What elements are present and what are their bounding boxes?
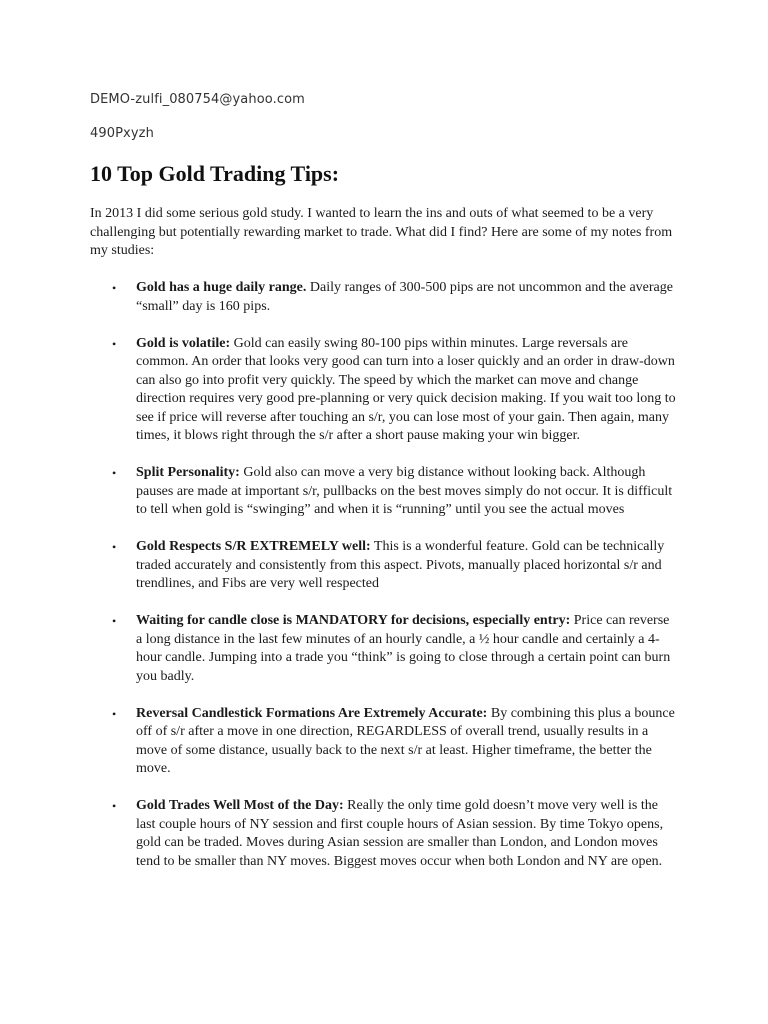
- tip-heading: Gold Trades Well Most of the Day:: [136, 798, 344, 813]
- tip-text: Gold can easily swing 80-100 pips within minutes. Large reversals are common. An order that looks very good can turn into a loser quickly and an order in draw-down can also go into profit very quickly. The speed by which the market can move and change direction requires very good pre-planning or very quick decision making. If you wait too long to see if price will reverse after touching an s/r, you can lose most of your gain. Then again, many times, it blows right through the s/r after a short pause making your win bigger.: [136, 335, 676, 443]
- tip-heading: Split Personality:: [136, 465, 240, 480]
- intro-paragraph: In 2013 I did some serious gold study. I wanted to learn the ins and outs of what seemed to be a very challenging but potentially rewarding market to trade. What did I find? Here are some of my notes from my studies:: [90, 206, 673, 258]
- header-email: DEMO-zulfi_080754@yahoo.com: [90, 92, 305, 107]
- tip-heading: Waiting for candle close is MANDATORY for decisions, especially entry:: [136, 613, 571, 628]
- list-item: [112, 612, 678, 686]
- tip-text: Daily ranges of 300-500 pips are not uncommon and the average “small” day is 160 pips.: [136, 280, 673, 314]
- tip-heading: Reversal Candlestick Formations Are Extremely Accurate:: [136, 705, 488, 721]
- bullet-icon: •: [112, 466, 117, 480]
- document-title: 10 Top Gold Trading Tips:: [90, 161, 340, 186]
- bullet-icon: •: [112, 614, 117, 628]
- tip-text: Gold also can move a very big distance without looking back. Although pauses are made at important s/r, pullbacks on the best moves simply do not occur. It is difficult to tell when gold is “swinging” and when it is “running” until you see the actual moves: [136, 465, 673, 517]
- bullet-icon: •: [112, 799, 117, 813]
- tip-heading: Gold Respects S/R EXTREMELY well:: [136, 539, 371, 554]
- tip-heading: Gold is volatile:: [136, 335, 231, 351]
- tips-list: [112, 279, 678, 890]
- list-item: [112, 464, 678, 520]
- list-item: [112, 335, 678, 446]
- tip-text: Price can reverse a long distance in the last few minutes of an hourly candle, a ½ hour candle and certainly a 4-hour candle. Jumping into a trade you “think” is going to close through a certain point can burn you badly.: [136, 613, 671, 684]
- tip-heading: Gold has a huge daily range.: [136, 280, 307, 295]
- tip-text: By combining this plus a bounce off of s/r after a move in one direction, REGARDLESS of overall trend, usually results in a move of some distance, usually back to the next s/r at least. Higher timeframe, the better the move.: [136, 705, 675, 776]
- list-item: [112, 279, 678, 316]
- bullet-icon: •: [112, 336, 117, 351]
- tip-text: This is a wonderful feature. Gold can be technically traded accurately and consistently from this aspect. Pivots, manually placed horizontal s/r and trendlines, and Fibs are very well respected: [136, 539, 665, 591]
- list-item: [112, 538, 678, 594]
- bullet-icon: •: [112, 540, 117, 554]
- list-item: [112, 797, 678, 871]
- bullet-icon: •: [112, 706, 117, 721]
- header-code: 490Pxyzh: [90, 126, 154, 141]
- tip-text: Really the only time gold doesn’t move very well is the last couple hours of NY session and first couple hours of Asian session. By time Tokyo opens, gold can be traded. Moves during Asian session are smaller than London, and London moves tend to be smaller than NY moves. Biggest moves occur when both London and NY are open.: [136, 798, 664, 869]
- bullet-icon: •: [112, 281, 117, 295]
- list-item: [112, 705, 678, 779]
